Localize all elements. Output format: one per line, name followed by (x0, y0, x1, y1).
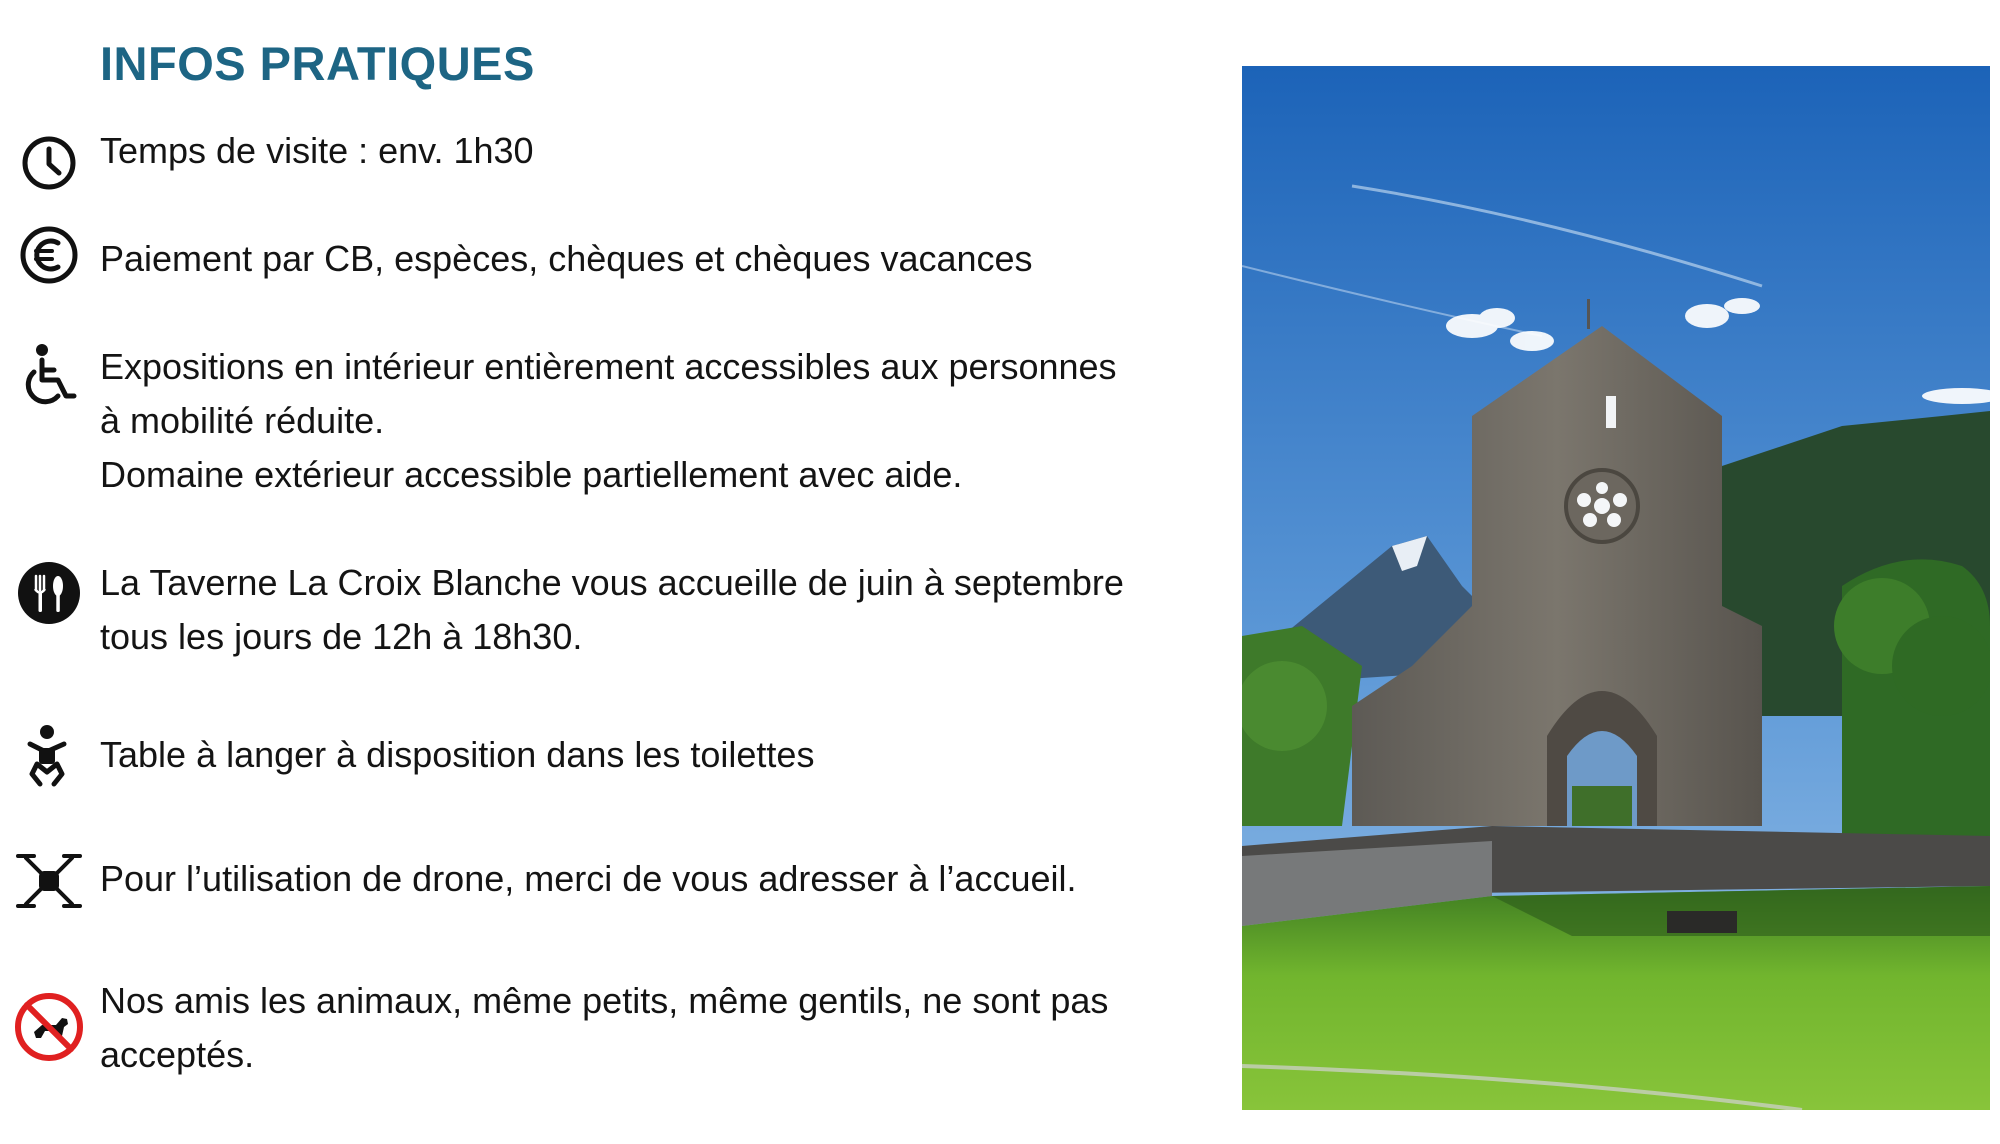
baby-icon (14, 722, 84, 792)
info-line: Paiement par CB, espèces, chèques et chèques vacances (100, 238, 1033, 279)
info-text (100, 728, 1240, 782)
info-text (100, 340, 1240, 502)
wheelchair-icon (14, 340, 84, 410)
info-text (100, 124, 1240, 178)
info-text (100, 232, 1240, 286)
euro-icon (14, 220, 84, 290)
clock-icon (14, 128, 84, 198)
info-text (100, 556, 1240, 664)
info-line: tous les jours de 12h à 18h30. (100, 616, 583, 657)
page-title: INFOS PRATIQUES (100, 37, 535, 90)
info-text (100, 852, 1240, 906)
restaurant-icon (14, 558, 84, 628)
info-line: Expositions en intérieur entièrement accessibles aux personnes (100, 346, 1117, 387)
abbey-ruins-photo (1242, 66, 1990, 1110)
info-line: Pour l’utilisation de drone, merci de vous adresser à l’accueil. (100, 858, 1077, 899)
info-line: Temps de visite : env. 1h30 (100, 130, 534, 171)
info-line: La Taverne La Croix Blanche vous accueille de juin à septembre (100, 562, 1124, 603)
info-line: à mobilité réduite. (100, 400, 385, 441)
drone-icon (14, 846, 84, 916)
info-line: Domaine extérieur accessible partiellement avec aide. (100, 454, 963, 495)
info-line: acceptés. (100, 1034, 255, 1075)
no-dogs-icon (14, 992, 84, 1062)
info-text (100, 974, 1240, 1082)
info-line: Nos amis les animaux, même petits, même gentils, ne sont pas (100, 980, 1109, 1021)
info-line: Table à langer à disposition dans les toilettes (100, 734, 815, 775)
